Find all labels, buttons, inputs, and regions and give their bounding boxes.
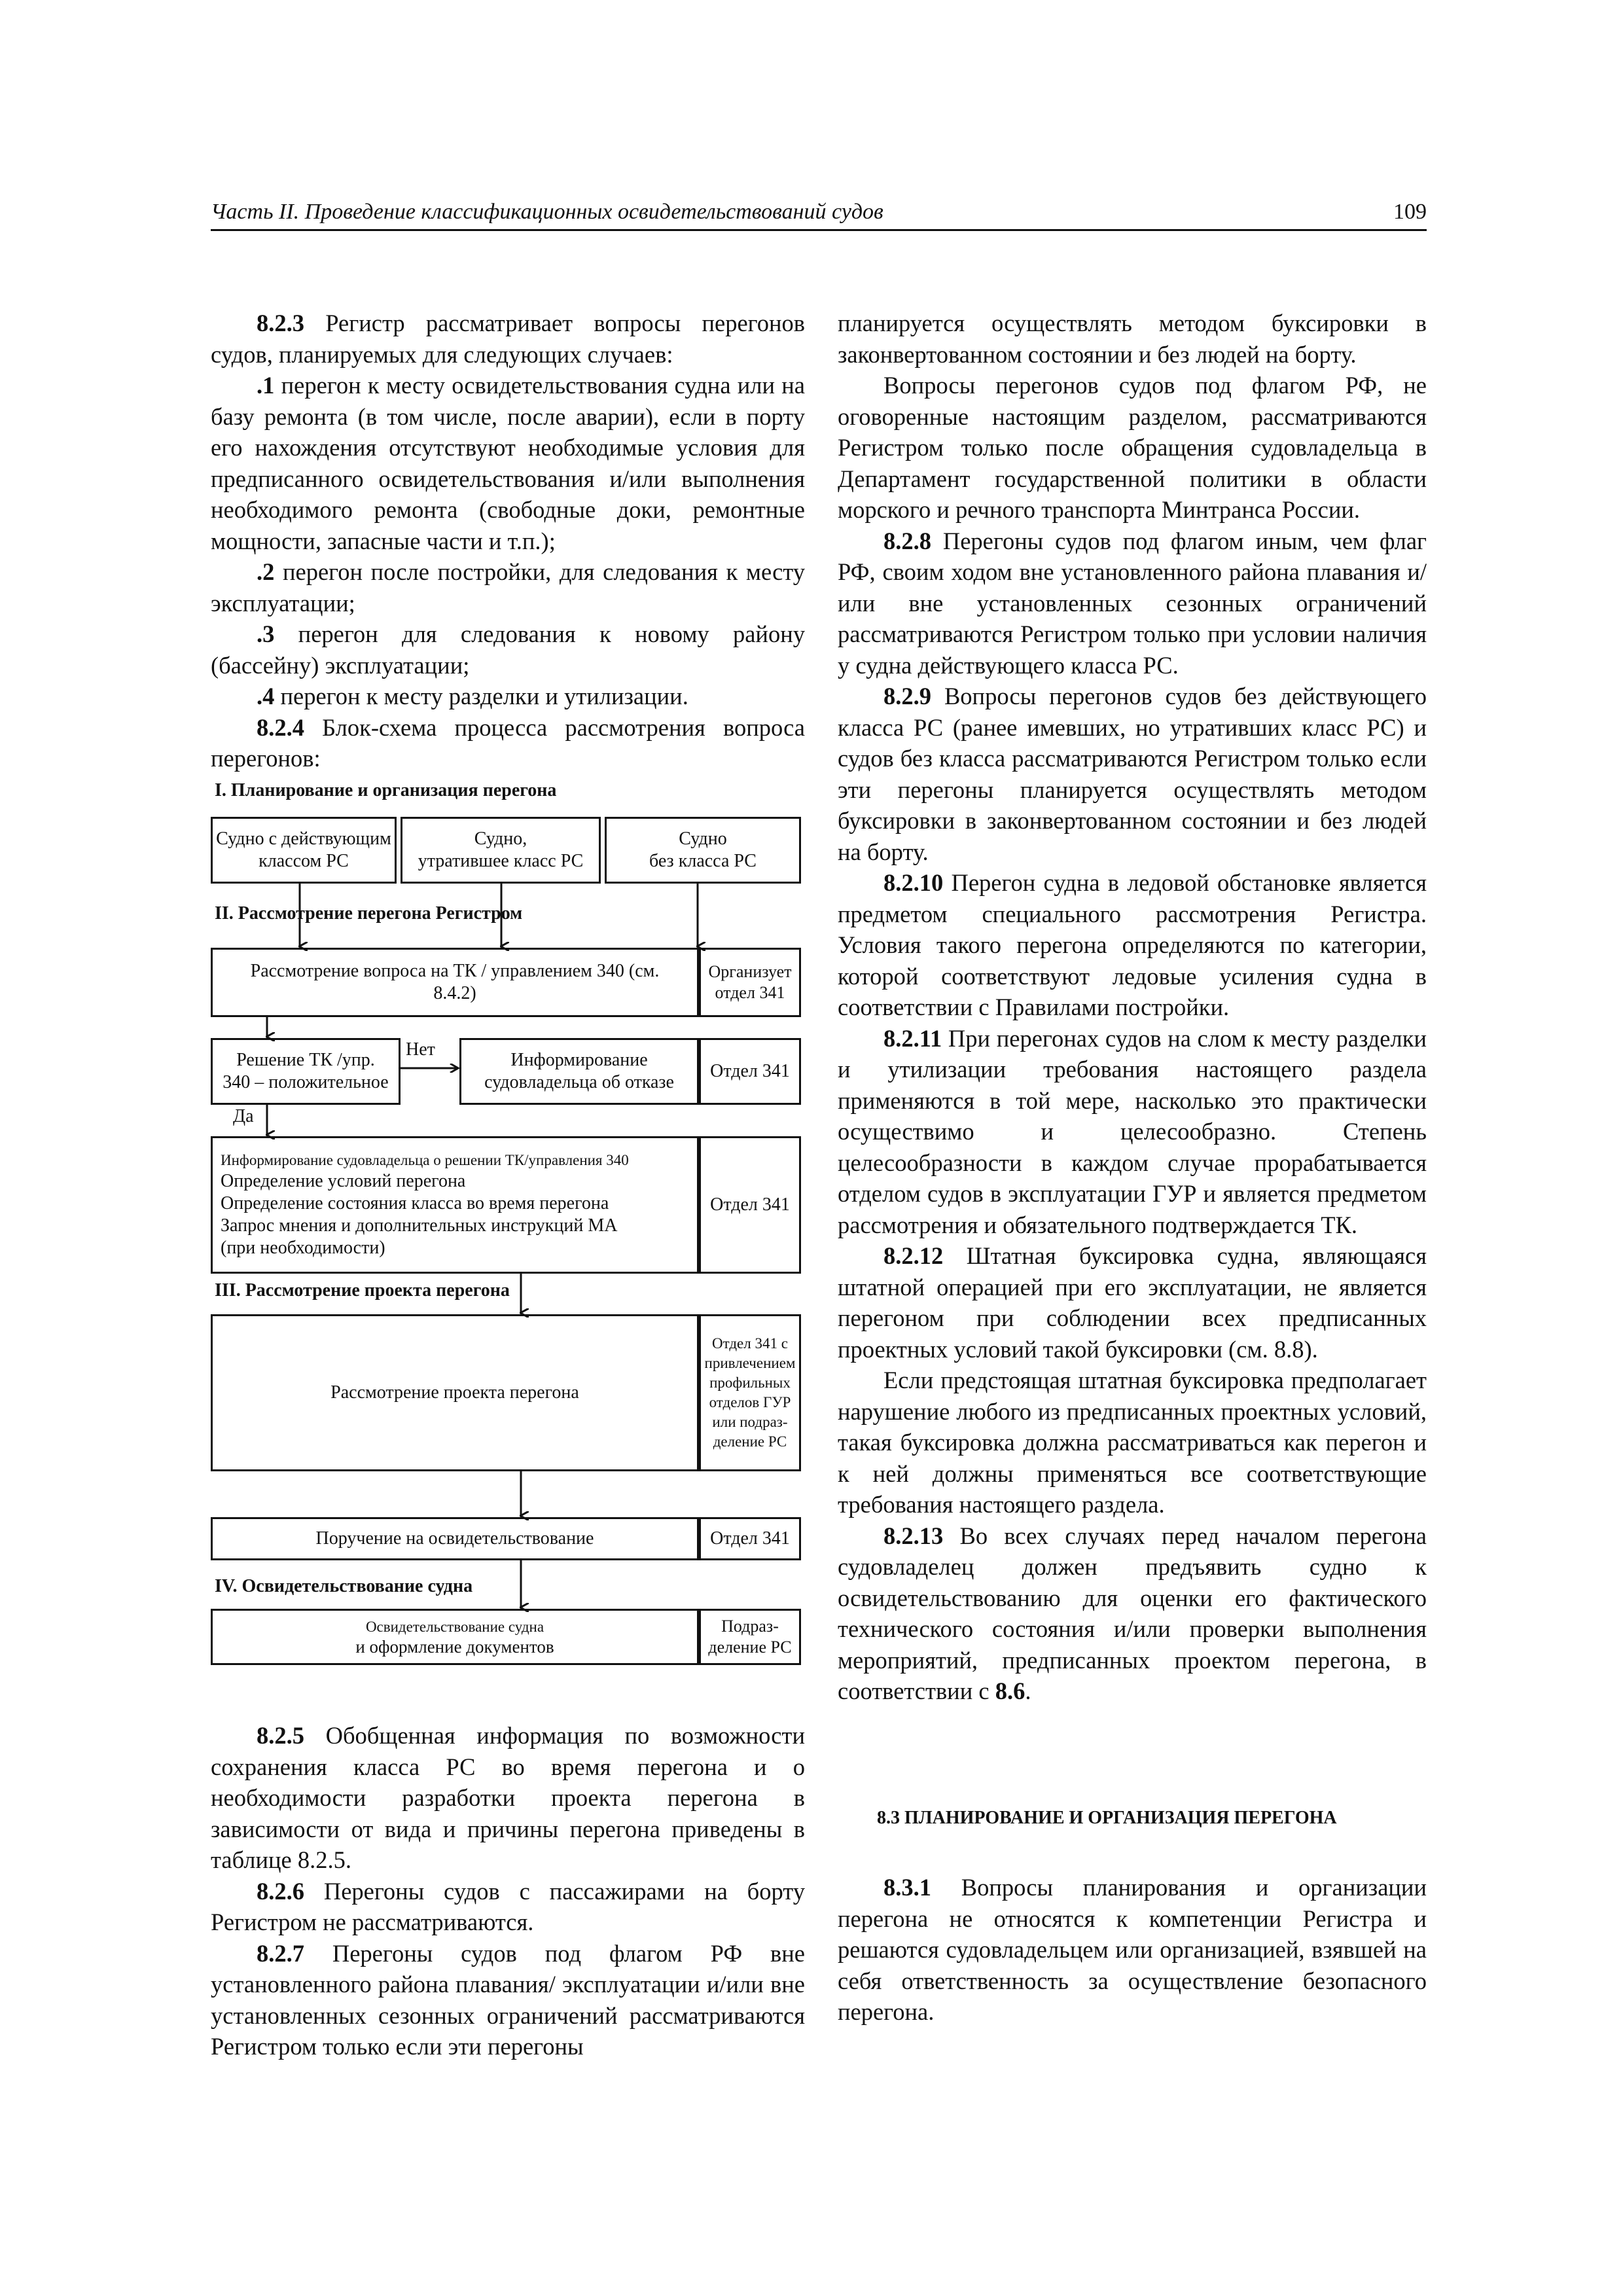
decision-box: Решение ТК /упр. 340 – положительное bbox=[211, 1038, 401, 1105]
no-label: Нет bbox=[406, 1039, 435, 1060]
yes-label: Да bbox=[233, 1106, 254, 1126]
vessel-no-class-box: Судно без класса РС bbox=[605, 817, 801, 884]
page-number: 109 bbox=[1393, 200, 1427, 224]
paragraph-continued: планируется осуществлять методом буксировки в законвертованном состоянии и без людей на борту. bbox=[838, 310, 1427, 368]
paragraph-8-2-3: 8.2.3 Регистр рассматривает вопросы перегонов судов, планируемых для следующих случаев: bbox=[211, 310, 805, 368]
paragraph-8-2-11: 8.2.11 При перегонах судов на слом к месту разделки и утилизации требования настоящего раздела применяются в той мере, насколько это практически осуществимо и целесообразно. Степень целесообразности в каждом случае прорабатывается отделом судов в эксплуатации ГУР и является предметом рассмотрения и обязательного подтверждается ТК. bbox=[838, 1024, 1427, 1238]
paragraph-8-2-12: 8.2.12 Штатная буксировка судна, являющаяся штатной операцией при его эксплуатации, не является перегоном при соблюдении всех предписанных проектных условий такой буксировки (см. 8.8). bbox=[838, 1242, 1427, 1363]
right-column-top bbox=[838, 308, 1427, 1707]
list-item-3: .3 перегон для следования к новому району (бассейну) эксплуатации; bbox=[211, 620, 805, 679]
task-5: (при необходимости) bbox=[221, 1238, 385, 1258]
vessel-active-class-box: Судно с действующим классом РС bbox=[211, 817, 397, 884]
organizer-box: Организует отдел 341 bbox=[699, 948, 801, 1017]
stage-3-title: III. Рассмотрение проекта перегона bbox=[215, 1280, 510, 1300]
stage-4-title: IV. Освидетельствование судна bbox=[215, 1576, 473, 1596]
task-1: Информирование судовладельца о решении ТК/управления 340 bbox=[221, 1152, 629, 1168]
inform-refusal-box: Информирование судовладельца об отказе bbox=[459, 1038, 699, 1105]
list-item-4: .4 перегон к месту разделки и утилизации. bbox=[257, 683, 688, 709]
review-box: Рассмотрение вопроса на ТК / управлением 340 (см. 8.4.2) bbox=[211, 948, 699, 1017]
tasks-box bbox=[211, 1136, 699, 1274]
assignment-box: Поручение на освидетельствование bbox=[211, 1517, 699, 1560]
list-item-1: .1 перегон к месту освидетельствования судна или на базу ремонта (в том числе, после аварии), если в порту его нахождения отсутствуют необходимые условия для предписанного освидетельствования и/или выполнения необходимого ремонта (свободные доки, ремонтные мощности, запасные части и т.п.); bbox=[211, 372, 805, 554]
right-column-bottom bbox=[838, 1872, 1427, 2028]
paragraph-8-2-8: 8.2.8 Перегоны судов под флагом иным, чем флаг РФ, своим ходом вне установленного района плавания и/или вне установленных сезонных ограничений рассматриваются Регистром только при условии наличия у судна действующего класса РС. bbox=[838, 527, 1427, 679]
task-2: Определение условий перегона bbox=[221, 1171, 466, 1191]
left-column-bottom bbox=[211, 1720, 805, 2062]
paragraph-8-2-9: 8.2.9 Вопросы перегонов судов без действующего класса РС (ранее имевших, но утративших класс РС) и судов без класса рассматриваются Регистром только если эти перегоны планируется осуществлять методом буксировки в законвертованном состоянии и без людей на борту. bbox=[838, 683, 1427, 865]
stage-1-title: I. Планирование и организация перегона bbox=[215, 780, 557, 800]
task-4: Запрос мнения и дополнительных инструкций МА bbox=[221, 1215, 618, 1236]
paragraph-8-2-4: 8.2.4 Блок-схема процесса рассмотрения вопроса перегонов: bbox=[211, 713, 805, 772]
dept-341-box-1: Отдел 341 bbox=[699, 1038, 801, 1105]
stage-2-title: II. Рассмотрение перегона Регистром bbox=[215, 903, 523, 924]
vessel-lost-class-box: Судно, утратившее класс РС bbox=[401, 817, 601, 884]
paragraph-8-2-10: 8.2.10 Перегон судна в ледовой обстановке является предметом специального рассмотрения Регистра. Условия такого перегона определяются по категории, которой соответствуют ледовые усиления судна в соответствии с Правилами постройки. bbox=[838, 869, 1427, 1020]
left-column-top bbox=[211, 308, 805, 774]
paragraph-8-3-1: 8.3.1 Вопросы планирования и организации перегона не относятся к компетенции Регистра и решаются судовладельцем или организацией, взявшей на себя ответственность за осуществление безопасного перегона. bbox=[838, 1874, 1427, 2025]
dept-341-box-3: Отдел 341 bbox=[699, 1517, 801, 1560]
paragraph-8-2-13: 8.2.13 Во всех случаях перед началом перегона судовладелец должен предъявить судно к освидетельствованию для оценки его фактического технического состояния и/или проверки выполнения мероприятий, предписанных проектом перегона, в соответствии с 8.6. bbox=[838, 1522, 1427, 1704]
list-item-2: .2 перегон после постройки, для следования к месту эксплуатации; bbox=[211, 558, 805, 617]
task-3: Определение состояния класса во время перегона bbox=[221, 1193, 609, 1213]
survey-dept-box: Подраз- деление РС bbox=[699, 1609, 801, 1665]
paragraph-rf-flag: Вопросы перегонов судов под флагом РФ, не оговоренные настоящим разделом, рассматриваются Регистром только после обращения судовладельца в Департамент государственной политики в области морского и речного транспорта Минтранса России. bbox=[838, 372, 1427, 523]
paragraph-8-2-5: 8.2.5 Обобщенная информация по возможности сохранения класса РС во время перегона и о необходимости разработки проекта перегона в зависимости от вида и причины перегона приведены в таблице 8.2.5. bbox=[211, 1722, 805, 1873]
header-rule bbox=[211, 229, 1427, 231]
project-dept-box: Отдел 341 с привлечением профильных отделов ГУР или подраз- деление РС bbox=[699, 1314, 801, 1471]
paragraph-8-2-6: 8.2.6 Перегоны судов с пассажирами на борту Регистром не рассматриваются. bbox=[211, 1877, 805, 1935]
survey-box: Освидетельствование судна и оформление документов bbox=[211, 1609, 699, 1665]
paragraph-towing: Если предстоящая штатная буксировка предполагает нарушение любого из предписанных проектных условий, такая буксировка должна рассматриваться как перегон и к ней должны применяться все соответствующие требования настоящего раздела. bbox=[838, 1367, 1427, 1518]
header-title: Часть II. Проведение классификационных освидетельствований судов bbox=[211, 200, 883, 224]
dept-341-box-2: Отдел 341 bbox=[699, 1136, 801, 1274]
project-review-box: Рассмотрение проекта перегона bbox=[211, 1314, 699, 1471]
paragraph-8-2-7: 8.2.7 Перегоны судов под флагом РФ вне установленного района плавания/ эксплуатации и/или вне установленных сезонных ограничений рассматриваются Регистром только если эти перегоны bbox=[211, 1939, 805, 2060]
section-heading-8-3: 8.3 ПЛАНИРОВАНИЕ И ОРГАНИЗАЦИЯ ПЕРЕГОНА bbox=[877, 1808, 1337, 1828]
